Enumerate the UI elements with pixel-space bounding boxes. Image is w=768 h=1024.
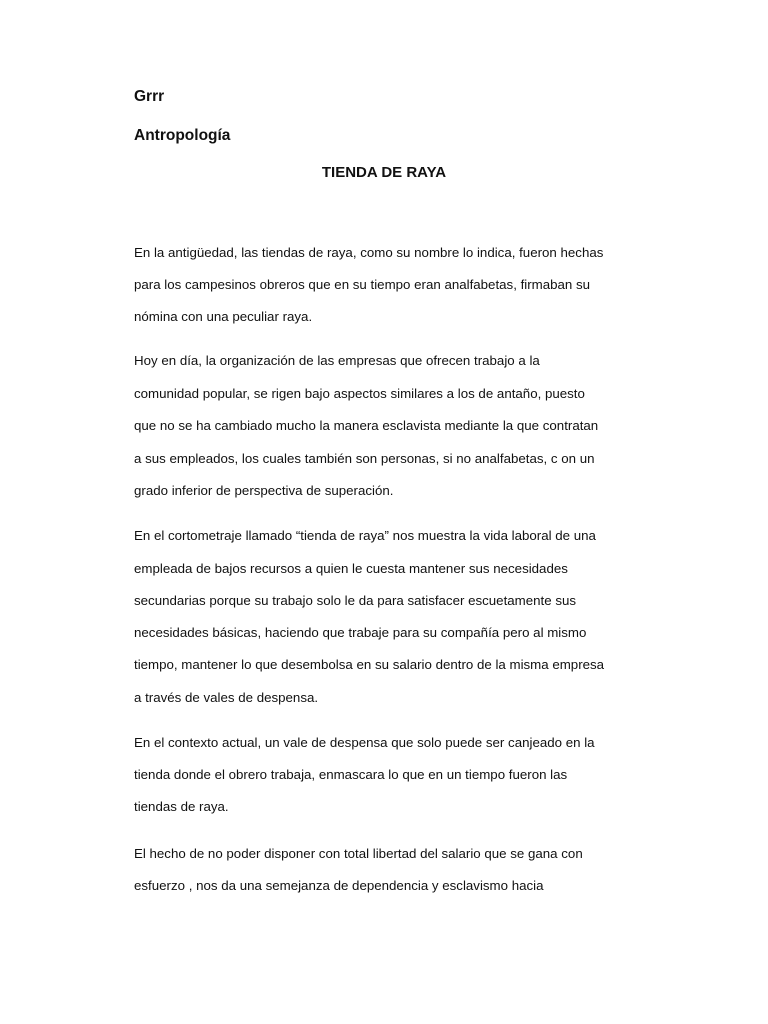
- paragraph-line: tiendas de raya.: [134, 799, 229, 814]
- paragraph-line: a través de vales de despensa.: [134, 690, 319, 705]
- paragraph-line: En la antigüedad, las tiendas de raya, como su nombre lo indica, fueron hechas: [134, 245, 604, 260]
- paragraph-line: En el contexto actual, un vale de despensa que solo puede ser canjeado en la: [134, 735, 595, 750]
- paragraph-line: tiempo, mantener lo que desembolsa en su salario dentro de la misma empresa: [134, 657, 605, 672]
- paragraph-line: a sus empleados, los cuales también son personas, si no analfabetas, c on un: [134, 451, 595, 466]
- paragraph-line: tienda donde el obrero trabaja, enmascara lo que en un tiempo fueron las: [134, 767, 568, 782]
- paragraph-line: Hoy en día, la organización de las empresas que ofrecen trabajo a la: [134, 353, 540, 368]
- paragraph-line: En el cortometraje llamado “tienda de raya” nos muestra la vida laboral de una: [134, 528, 596, 543]
- document-title: TIENDA DE RAYA: [321, 164, 447, 181]
- paragraph-line: que no se ha cambiado mucho la manera esclavista mediante la que contratan: [134, 418, 599, 433]
- paragraph-line: grado inferior de perspectiva de superación.: [134, 483, 394, 498]
- paragraph-line: secundarias porque su trabajo solo le da para satisfacer escuetamente sus: [134, 593, 577, 608]
- document-heading-author: Grrr: [134, 88, 165, 105]
- document-heading-subject: Antropología: [134, 127, 231, 144]
- paragraph-line: esfuerzo , nos da una semejanza de dependencia y esclavismo hacia: [134, 878, 544, 893]
- paragraph-line: necesidades básicas, haciendo que trabaje para su compañía pero al mismo: [134, 625, 587, 640]
- paragraph-line: comunidad popular, se rigen bajo aspectos similares a los de antaño, puesto: [134, 386, 585, 401]
- paragraph-line: empleada de bajos recursos a quien le cuesta mantener sus necesidades: [134, 561, 568, 576]
- paragraph-line: para los campesinos obreros que en su tiempo eran analfabetas, firmaban su: [134, 277, 591, 292]
- paragraph-line: El hecho de no poder disponer con total libertad del salario que se gana con: [134, 846, 583, 861]
- paragraph-line: nómina con una peculiar raya.: [134, 309, 313, 324]
